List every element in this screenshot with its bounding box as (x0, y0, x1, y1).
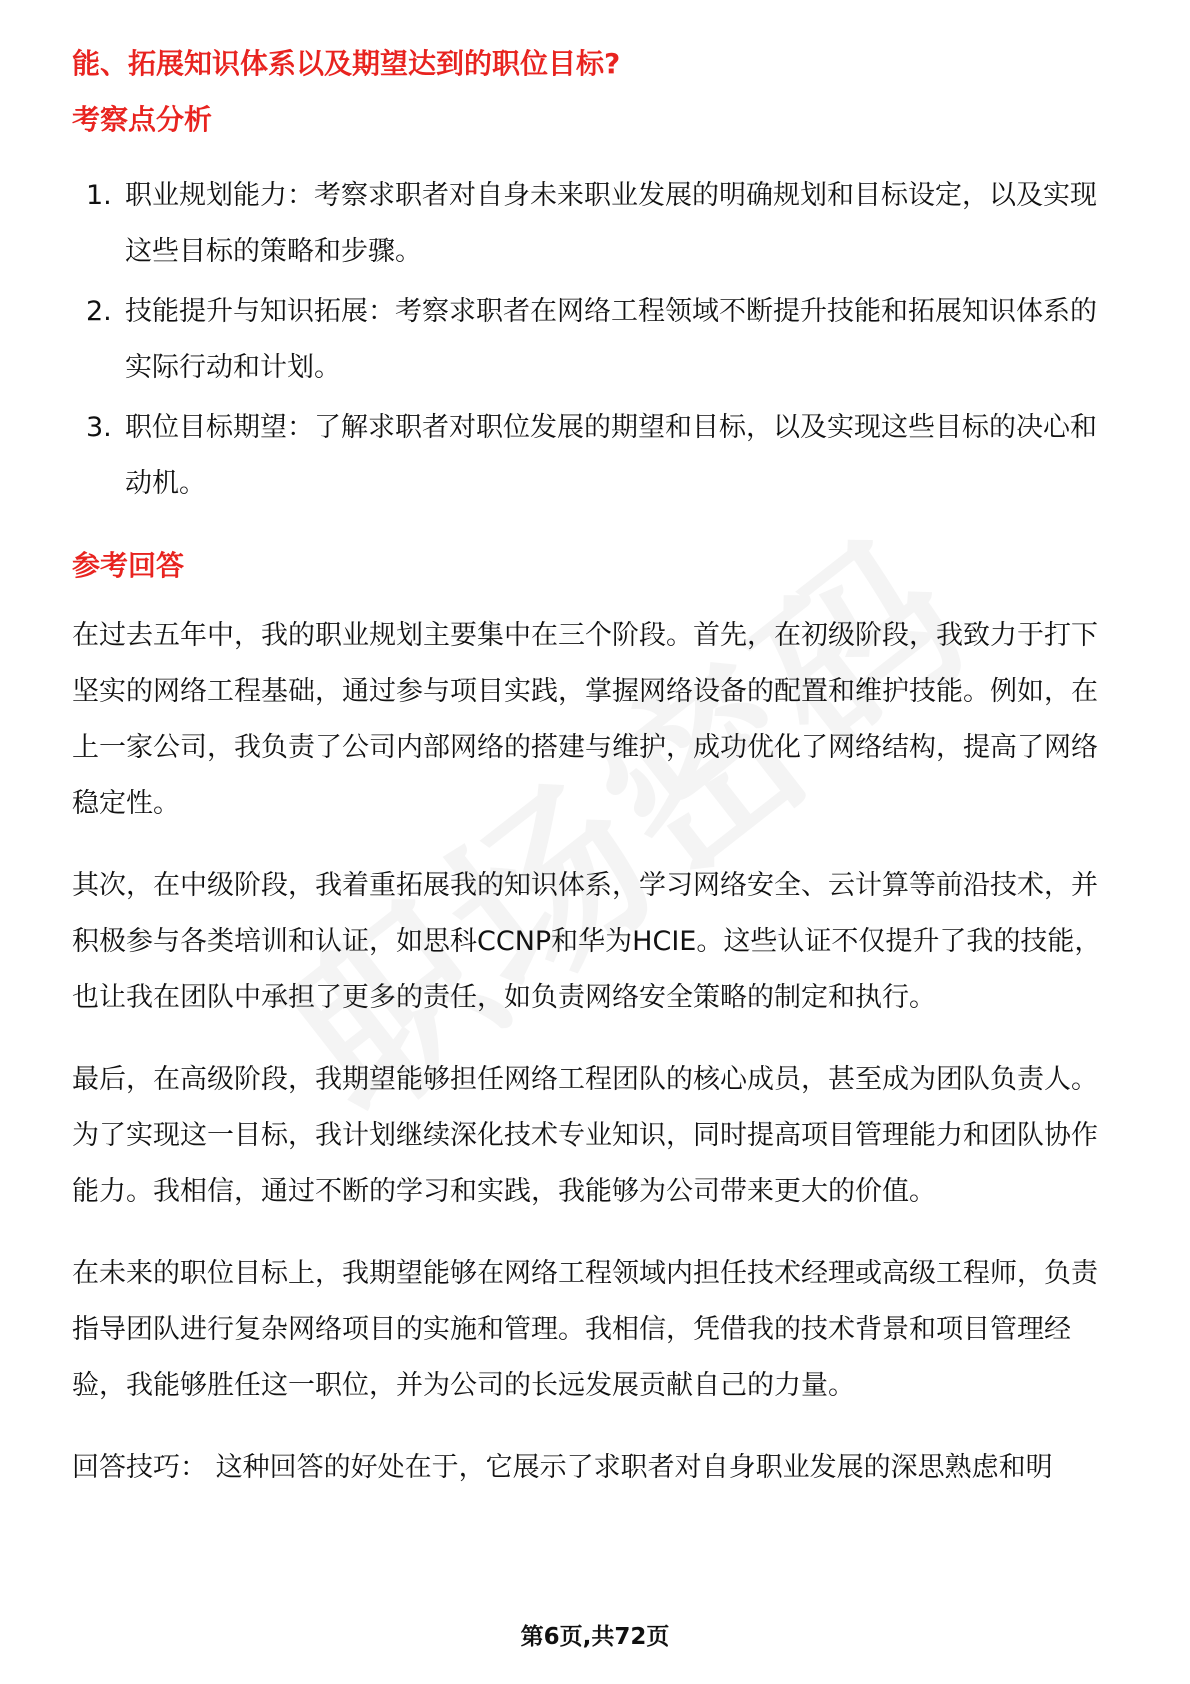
analysis-list (72, 168, 1122, 512)
answer-paragraph: 在过去五年中，我的职业规划主要集中在三个阶段。首先，在初级阶段，我致力于打下坚实的网络工程基础，通过参与项目实践，掌握网络设备的配置和维护技能。例如，在上一家公司，我负责了公司内部网络的搭建与维护，成功优化了网络结构，提高了网络稳定性。 (72, 620, 1098, 819)
question-heading: 能、拓展知识体系以及期望达到的职位目标? (72, 47, 621, 80)
analysis-item (72, 400, 1122, 512)
answer-heading: 参考回答 (72, 549, 185, 582)
list-number: 3. (86, 412, 112, 443)
analysis-item-text: 职位目标期望：了解求职者对职位发展的期望和目标，以及实现这些目标的决心和动机。 (125, 412, 1097, 499)
list-number: 2. (86, 296, 112, 327)
analysis-item-text: 职业规划能力：考察求职者对自身未来职业发展的明确规划和目标设定，以及实现这些目标的策略和步骤。 (125, 180, 1097, 267)
answer-paragraph: 其次，在中级阶段，我着重拓展我的知识体系，学习网络安全、云计算等前沿技术，并积极参与各类培训和认证，如思科CCNP和华为HCIE。这些认证不仅提升了我的技能，也让我在团队中承担了更多的责任，如负责网络安全策略的制定和执行。 (72, 870, 1102, 1013)
answer-paragraph: 最后，在高级阶段，我期望能够担任网络工程团队的核心成员，甚至成为团队负责人。为了实现这一目标，我计划继续深化技术专业知识，同时提高项目管理能力和团队协作能力。我相信，通过不断的学习和实践，我能够为公司带来更大的价值。 (72, 1064, 1098, 1207)
page-content (72, 42, 1122, 1522)
list-number: 1. (86, 180, 112, 211)
answer-paragraph: 在未来的职位目标上，我期望能够在网络工程领域内担任技术经理或高级工程师，负责指导团队进行复杂网络项目的实施和管理。我相信，凭借我的技术背景和项目管理经验，我能够胜任这一职位，并为公司的长远发展贡献自己的力量。 (72, 1258, 1098, 1401)
analysis-item (72, 168, 1122, 280)
answer-tip: 回答技巧： 这种回答的好处在于，它展示了求职者对自身职业发展的深思熟虑和明 (72, 1452, 1053, 1483)
analysis-item-text: 技能提升与知识拓展：考察求职者在网络工程领域不断提升技能和拓展知识体系的实际行动和计划。 (125, 296, 1097, 383)
page-number: 第6页,共72页 (520, 1624, 670, 1650)
analysis-heading: 考察点分析 (72, 103, 213, 136)
analysis-item (72, 284, 1122, 396)
